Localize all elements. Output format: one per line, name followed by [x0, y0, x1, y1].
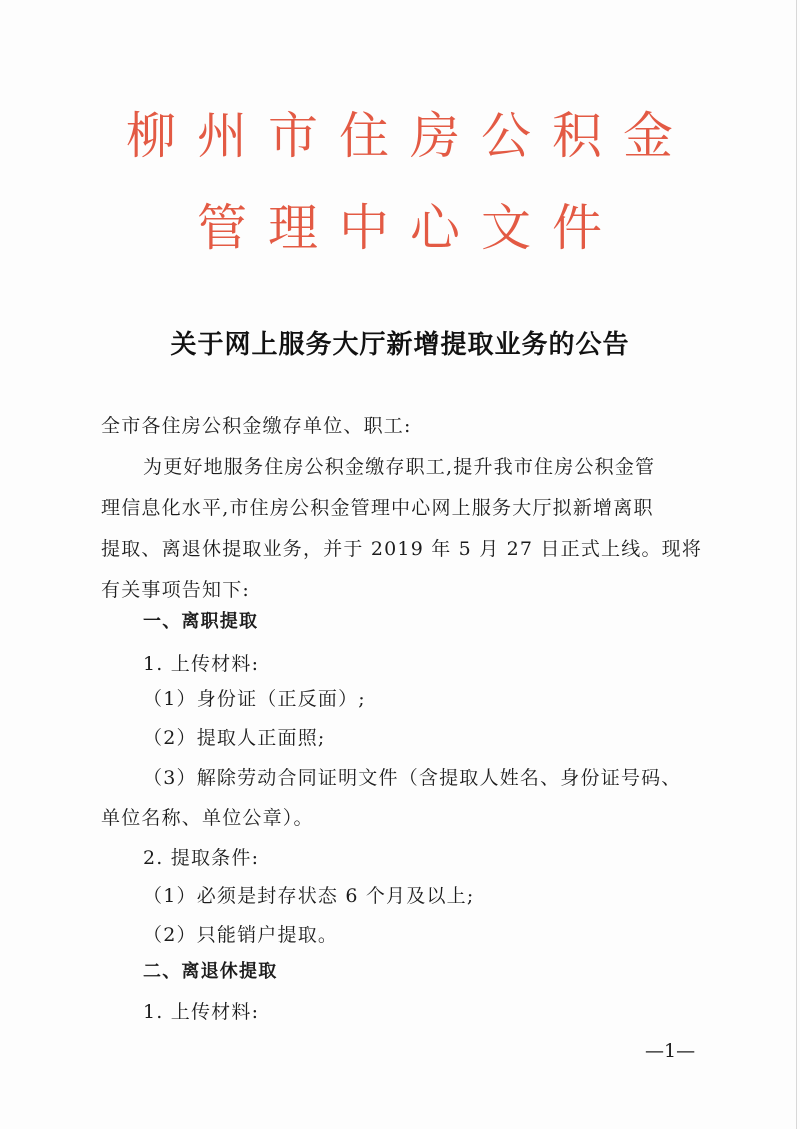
header-line-1: 柳州市住房公积金	[126, 107, 694, 165]
intro-line-1: 为更好地服务住房公积金缴存职工,提升我市住房公积金管	[143, 456, 656, 478]
scan-edge-line	[796, 0, 797, 1129]
section-1-material-1: （1）身份证（正反面）;	[143, 688, 366, 710]
section-1-material-3-line-1: （3）解除劳动合同证明文件（含提取人姓名、身份证号码、	[143, 767, 682, 789]
section-1-materials-heading: 1. 上传材料:	[143, 653, 260, 675]
salutation: 全市各住房公积金缴存单位、职工:	[101, 415, 412, 437]
header-line-2: 管理中心文件	[197, 199, 623, 257]
section-2-heading: 二、离退休提取	[143, 961, 278, 982]
section-2-materials-heading: 1. 上传材料:	[143, 1001, 260, 1023]
intro-line-2: 理信息化水平,市住房公积金管理中心网上服务大厅拟新增离职	[101, 497, 654, 519]
section-1-material-2: （2）提取人正面照;	[143, 727, 326, 749]
document-title: 关于网上服务大厅新增提取业务的公告	[170, 330, 630, 360]
section-1-condition-1: （1）必须是封存状态 6 个月及以上;	[143, 885, 475, 907]
intro-line-3: 提取、离退休提取业务，并于 2019 年 5 月 27 日正式上线。现将	[101, 538, 703, 560]
page-number: —1—	[645, 1040, 696, 1062]
section-1-conditions-heading: 2. 提取条件:	[143, 847, 260, 869]
section-1-material-3-line-2: 单位名称、单位公章）。	[101, 807, 314, 829]
section-1-condition-2: （2）只能销户提取。	[143, 924, 339, 946]
section-1-heading: 一、离职提取	[143, 611, 259, 632]
intro-line-4: 有关事项告知下:	[101, 579, 251, 601]
